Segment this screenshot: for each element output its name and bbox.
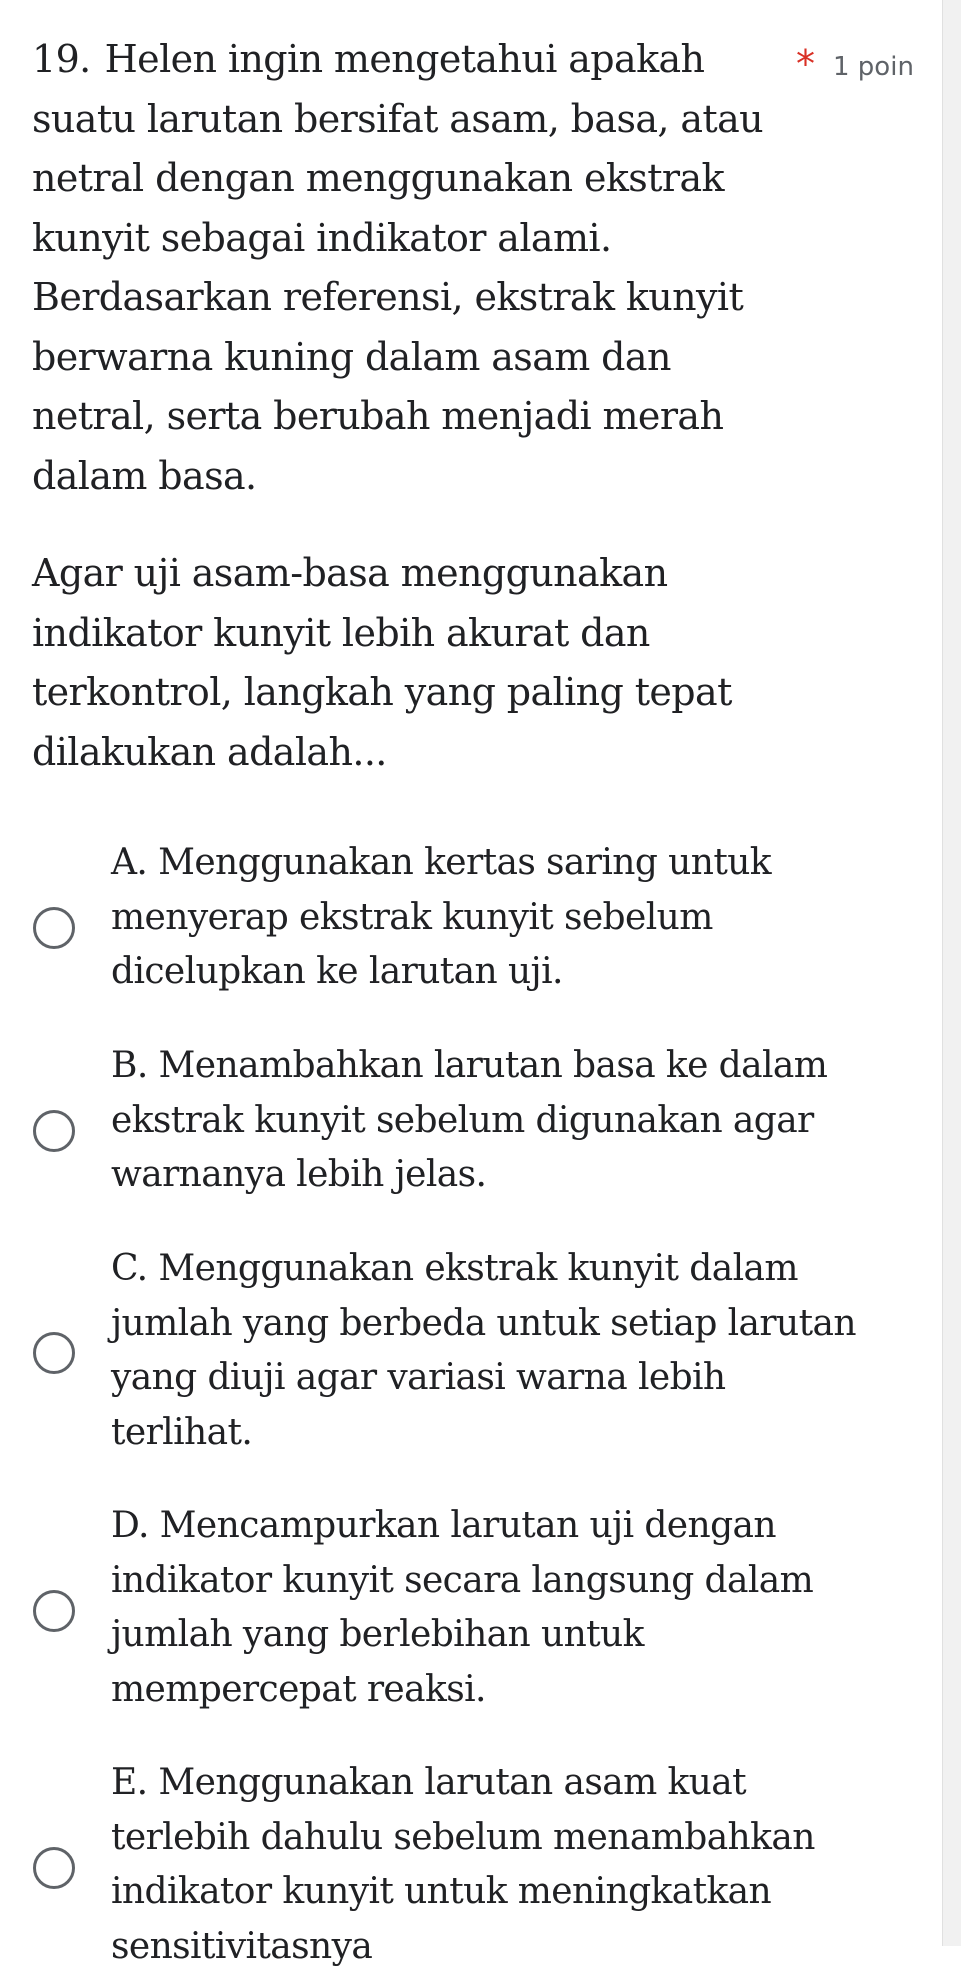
question-text	[32, 30, 777, 506]
required-asterisk: *	[796, 42, 815, 86]
option-b[interactable]	[0, 1039, 942, 1207]
option-e[interactable]	[0, 1756, 942, 1976]
option-label: D. Mencampurkan larutan uji dengan indikator kunyit secara langsung dalam jumlah yang berlebihan untuk mempercepat reaksi.	[111, 1505, 814, 1710]
question-header	[32, 30, 914, 506]
option-label: B. Menambahkan larutan basa ke dalam ekstrak kunyit sebelum digunakan agar warnanya lebih jelas.	[111, 1045, 828, 1195]
radio-button[interactable]	[33, 1110, 75, 1152]
radio-button[interactable]	[33, 1332, 75, 1374]
question-body: Helen ingin mengetahui apakah suatu larutan bersifat asam, basa, atau netral dengan menggunakan ekstrak kunyit sebagai indikator alami. Berdasarkan referensi, ekstrak kunyit berwarna kuning dalam asam dan netral, serta berubah menjadi merah dalam basa.	[32, 37, 764, 498]
option-c[interactable]	[0, 1242, 942, 1462]
radio-button[interactable]	[33, 907, 75, 949]
option-d[interactable]	[0, 1499, 942, 1719]
option-label: A. Menggunakan kertas saring untuk menyerap ekstrak kunyit sebelum dicelupkan ke larutan uji.	[111, 842, 772, 992]
option-label: C. Menggunakan ekstrak kunyit dalam jumlah yang berbeda untuk setiap larutan yang diuji agar variasi warna lebih terlihat.	[111, 1248, 856, 1453]
option-label: E. Menggunakan larutan asam kuat terlebih dahulu sebelum menambahkan indikator kunyit untuk meningkatkan sensitivitasnya	[111, 1762, 815, 1967]
question-prompt: Agar uji asam-basa menggunakan indikator kunyit lebih akurat dan terkontrol, langkah yang paling tepat dilakukan adalah...	[32, 551, 732, 774]
points-indicator	[796, 40, 914, 84]
option-a[interactable]	[0, 836, 942, 1004]
question-number: 19.	[32, 37, 91, 81]
radio-button[interactable]	[33, 1847, 75, 1889]
radio-button[interactable]	[33, 1590, 75, 1632]
points-label: 1 poin	[833, 52, 914, 82]
scrollbar[interactable]	[942, 0, 961, 1946]
